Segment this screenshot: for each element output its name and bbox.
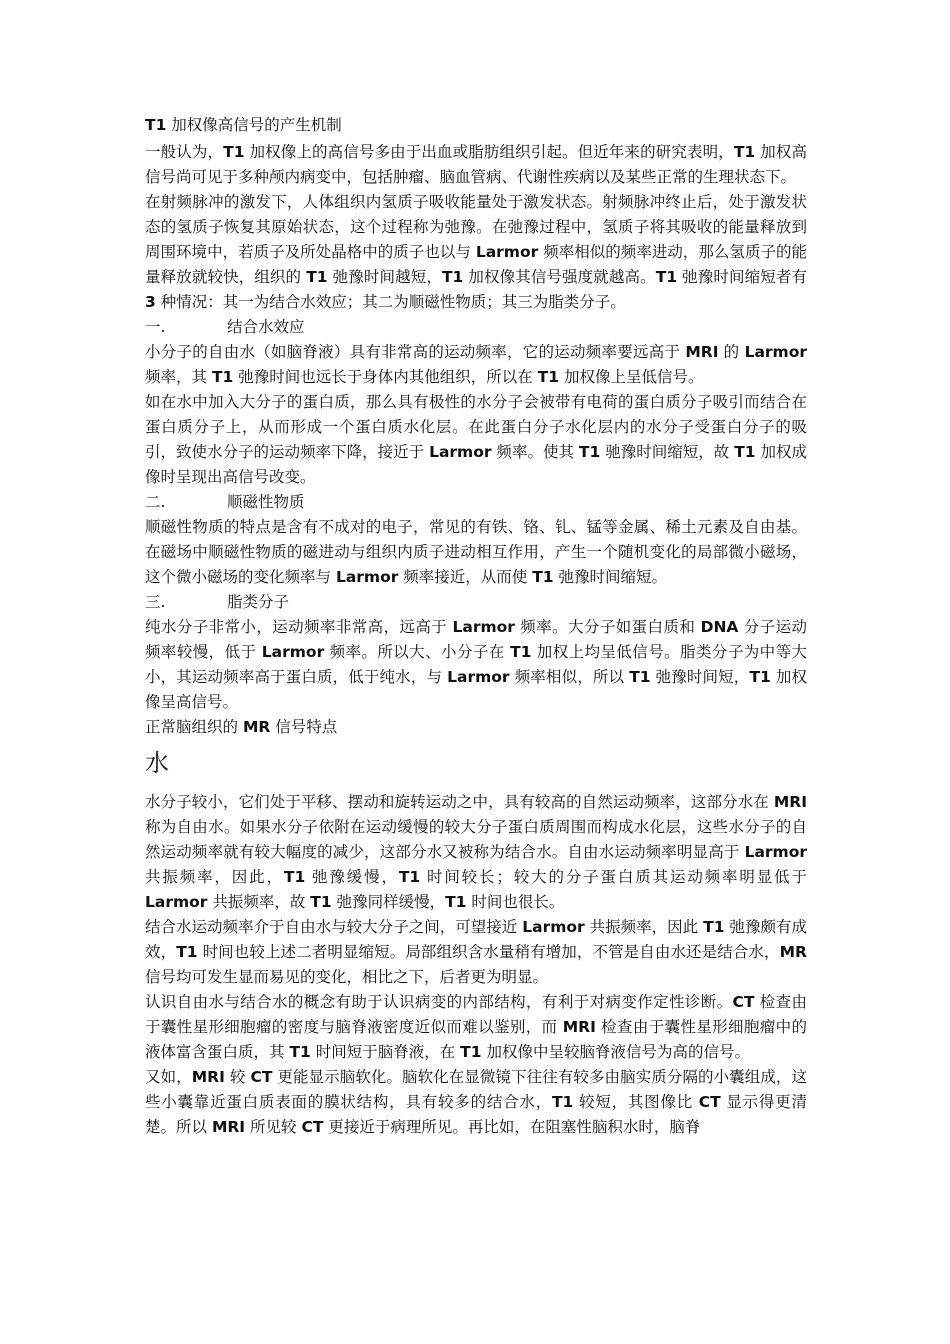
bold-term: MRI	[562, 1018, 596, 1036]
heading-water: 水	[145, 749, 169, 777]
text-run: 弛豫同样缓慢，	[331, 893, 446, 911]
text-run: 共振频率，因此	[584, 918, 704, 936]
bold-term: CT	[250, 1068, 273, 1086]
text-run: 检查由于囊性星形细胞瘤中的液体富含蛋白质，其	[145, 1018, 807, 1061]
text-run: 加权像上呈低信号。	[559, 368, 704, 386]
text-run: 较短，其图像比	[573, 1093, 699, 1111]
title-bold: T1	[145, 116, 167, 134]
text-run: 检查由于囊性星形细胞瘤的密度与脑脊液密度近似而难以鉴别，而	[145, 993, 807, 1036]
paragraph	[145, 990, 807, 1065]
text-run: 频率相似，所以	[509, 668, 630, 686]
paragraph	[145, 790, 807, 915]
text-run: 信号均可发生显而易见的变化，相比之下，后者更为明显。	[145, 968, 549, 986]
bold-term: T1	[460, 1043, 482, 1061]
bold-term: T1	[441, 268, 464, 286]
bold-term: CT	[732, 993, 755, 1011]
text-run: 时间短于脑脊液，在	[310, 1043, 461, 1061]
text-run: 又如，	[145, 1068, 192, 1086]
bold-term: Larmor	[335, 568, 399, 586]
text-run: 加权像呈高信号。	[145, 668, 807, 711]
text-run: 小分子的自由水（如脑脊液）具有非常高的运动频率，它的运动频率要远高于	[145, 343, 686, 361]
section-heading	[145, 315, 807, 340]
text-run: 加权像上的高信号多由于出血或脂肪组织引起。但近年来的研究表明，	[244, 143, 734, 161]
text-run: 正常脑组织的	[145, 718, 243, 736]
document-page	[145, 113, 807, 1140]
text-run: 频率，其	[145, 368, 212, 386]
section-number: 三.	[145, 593, 166, 611]
text-run: 时间也较上述二者明显缩短。局部组织含水量稍有增加，不管是自由水还是结合水，	[197, 943, 780, 961]
section-title: 脂类分子	[227, 593, 290, 611]
text-run: 种情况：其一为结合水效应；其二为顺磁性物质；其三为脂类分子。	[155, 293, 626, 311]
text-run: 弛豫时间也远长于身体内其他组织，所以在	[233, 368, 538, 386]
bold-term: T1	[749, 668, 771, 686]
paragraph	[145, 1065, 807, 1140]
bold-term: Larmor	[522, 918, 585, 936]
text-run: 称为自由水。如果水分子依附在运动缓慢的较大分子蛋白质周围而构成水化层，这些水分子的自然运动频率就有较大幅度的减少，这部分水又被称为结合水。自由水运动频率明显高于	[145, 818, 807, 861]
text-run: 顺磁性物质的特点是含有不成对的电子，常见的有铁、铬、钆、锰等金属、稀土元素及自由基。在磁场中顺磁性物质的磁进动与组织内质子进动相互作用，产生一个随机变化的局部微小磁场，这个微小磁场的变化频率与	[145, 518, 807, 586]
text-run: 时间也很长。	[466, 893, 565, 911]
bold-term: Larmor	[145, 893, 208, 911]
section-title: 结合水效应	[227, 318, 305, 336]
bold-term: Larmor	[429, 443, 492, 461]
bold-term: T1	[306, 268, 328, 286]
bold-term: T1	[703, 918, 725, 936]
bold-term: T1	[733, 143, 756, 161]
bold-term: MR	[242, 718, 271, 736]
bold-term: T1	[734, 443, 756, 461]
paragraph	[145, 140, 807, 190]
text-run: 频率接近，从而使	[398, 568, 533, 586]
bold-term: MR	[779, 943, 807, 961]
text-run: 更接近于病理所见。再比如，在阻塞性脑积水时，脑脊	[323, 1118, 701, 1136]
bold-term: T1	[398, 868, 421, 886]
paragraph	[145, 190, 807, 315]
bold-term: T1	[629, 668, 651, 686]
bold-term: T1	[551, 1093, 574, 1111]
bold-term: T1	[223, 143, 245, 161]
bold-term: T1	[211, 368, 234, 386]
text-run: 认识自由水与结合水的概念有助于认识病变的内部结构，有利于对病变作定性诊断。	[145, 993, 733, 1011]
text-run: 频率。大分子如蛋白质和	[514, 618, 701, 636]
text-run: 加权高信号尚可见于多种颅内病变中，包括肿瘤、脑血管病、代谢性疾病以及某些正常的生理状态下。	[145, 143, 807, 186]
text-run: 的	[718, 343, 745, 361]
bold-term: T1	[655, 268, 678, 286]
section-title: 顺磁性物质	[227, 493, 305, 511]
text-run: 弛豫时间缩短。	[553, 568, 668, 586]
text-run: 驰豫时间缩短，故	[600, 443, 735, 461]
text-run: 在射频脉冲的激发下，人体组织内氢质子吸收能量处于激发状态。射频脉冲终止后，处于激发状态的氢质子恢复其原始状态，这个过程称为弛豫。在弛豫过程中，氢质子将其吸收的能量释放到周围环境中，若质子及所处晶格中的质子也以与	[145, 193, 807, 261]
text-run: 更能显示脑软化。脑软化在显微镜下往往有较多由脑实质分隔的小囊组成，这些小囊靠近蛋白质表面的膜状结构，具有较多的结合水，	[145, 1068, 807, 1111]
text-run: 频率。使其	[491, 443, 579, 461]
text-run: 信号特点	[270, 718, 338, 736]
bold-term: T1	[283, 868, 306, 886]
text-run: 结合水运动频率介于自由水与较大分子之间，可望接近	[145, 918, 523, 936]
paragraph	[145, 515, 807, 590]
text-run: 弛豫时间短，	[650, 668, 750, 686]
text-run: 加权成像时呈现出高信号改变。	[145, 443, 807, 486]
text-run: 纯水分子非常小，运动频率非常高，远高于	[145, 618, 453, 636]
bold-term: Larmor	[452, 618, 515, 636]
doc-title	[145, 113, 807, 138]
bold-term: T1	[537, 368, 560, 386]
bold-term: DNA	[700, 618, 739, 636]
text-run: 一般认为，	[145, 143, 224, 161]
section-heading	[145, 490, 807, 515]
bold-term: MRI	[685, 343, 719, 361]
text-run: 时间较长；较大的分子蛋白质其运动频率明显低于	[420, 868, 807, 886]
title-text: 加权像高信号的产生机制	[166, 116, 342, 134]
text-run: 水分子较小，它们处于平移、摆动和旋转运动之中，具有较高的自然运动频率，这部分水在	[145, 793, 774, 811]
bold-term: CT	[698, 1093, 721, 1111]
bold-term: T1	[310, 893, 332, 911]
bold-term: Larmor	[744, 843, 807, 861]
text-run: 加权像其信号强度就越高。	[463, 268, 656, 286]
bold-term: T1	[578, 443, 601, 461]
text-run: 频率相似的频率进动，那么氢质子的能量释放就较快，组织的	[145, 243, 807, 286]
paragraph	[145, 340, 807, 390]
text-run: 分子运动频率较慢，低于	[145, 618, 807, 661]
bold-term: Larmor	[447, 668, 510, 686]
bold-term: MRI	[211, 1118, 246, 1136]
text-run: 共振频率，因此，	[145, 868, 284, 886]
bold-term: MRI	[191, 1068, 225, 1086]
section-heading	[145, 590, 807, 615]
bold-term: T1	[532, 568, 554, 586]
bold-term: T1	[510, 643, 532, 661]
section-number: 一.	[145, 318, 166, 336]
text-run: 弛豫缓慢，	[305, 868, 399, 886]
text-run: 加权上均呈低信号。脂类分子为中等大小，其运动频率高于蛋白质，低于纯水，与	[145, 643, 807, 686]
text-run: 共振频率，故	[207, 893, 311, 911]
bold-term: 3	[145, 293, 156, 311]
text-run: 弛豫时间缩短者有	[677, 268, 807, 286]
text-run: 频率。所以大、小分子在	[324, 643, 511, 661]
text-run: 弛豫颇有成效，	[145, 918, 807, 961]
text-run: 加权像中呈较脑脊液信号为高的信号。	[481, 1043, 750, 1061]
bold-term: MRI	[773, 793, 807, 811]
text-run: 显示得更清楚。所以	[145, 1093, 807, 1136]
paragraph	[145, 915, 807, 990]
text-run: 所见较	[245, 1118, 302, 1136]
text-run: 弛豫时间越短，	[327, 268, 442, 286]
paragraph	[145, 615, 807, 715]
section-number: 二.	[145, 493, 166, 511]
bold-term: T1	[445, 893, 467, 911]
bold-term: Larmor	[744, 343, 807, 361]
bold-term: CT	[301, 1118, 324, 1136]
text-run: 较	[224, 1068, 251, 1086]
text-run: 如在水中加入大分子的蛋白质，那么具有极性的水分子会被带有电荷的蛋白质分子吸引而结合在蛋白质分子上，从而形成一个蛋白质水化层。在此蛋白分子水化层内的水分子受蛋白分子的吸引，致使水分子的运动频率下降，接近于	[145, 393, 807, 461]
bold-term: Larmor	[475, 243, 539, 261]
paragraph	[145, 390, 807, 490]
subheading	[145, 715, 807, 740]
bold-term: Larmor	[261, 643, 325, 661]
bold-term: T1	[176, 943, 198, 961]
bold-term: T1	[289, 1043, 311, 1061]
